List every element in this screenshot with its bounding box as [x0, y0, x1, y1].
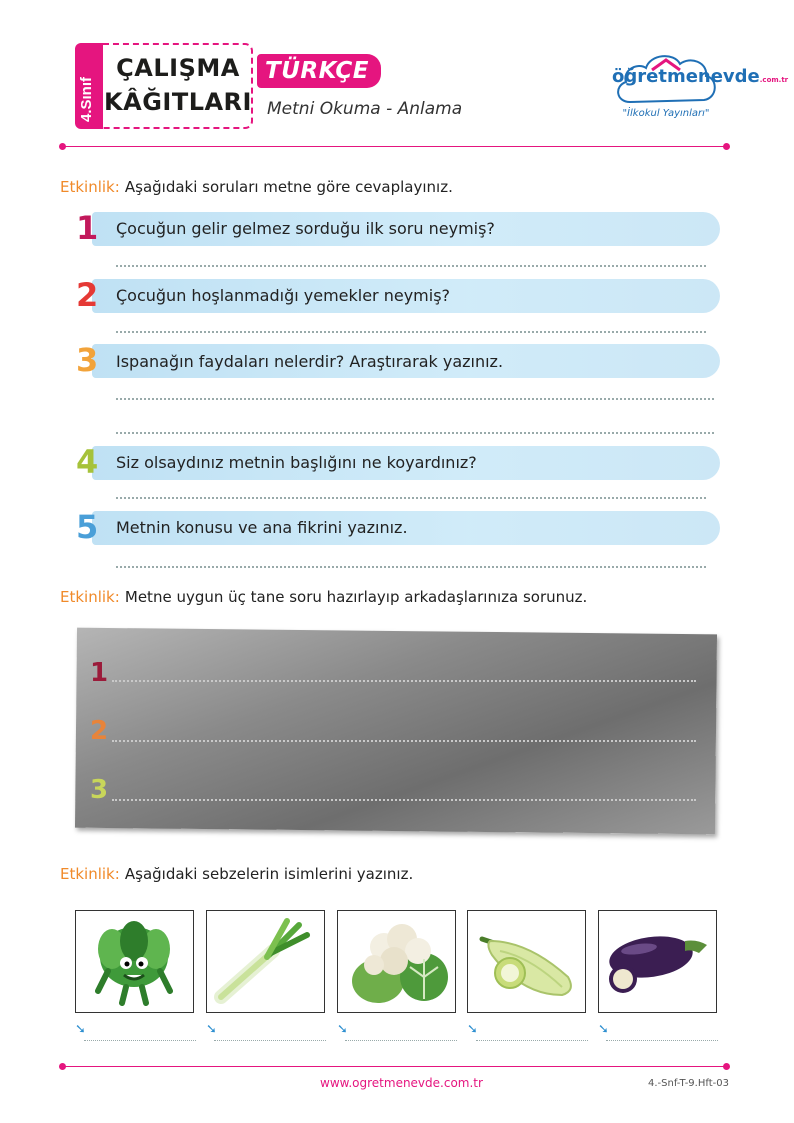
- board-answer-line[interactable]: [112, 680, 696, 682]
- board-item-number: 3: [90, 775, 109, 805]
- question-number-icon: 4: [76, 443, 99, 481]
- answer-line[interactable]: [116, 265, 706, 267]
- logo-brand: öğretmenevde.com.tr: [612, 66, 789, 87]
- vegetable-card-zucchini: [467, 910, 586, 1013]
- vegetable-answer-line[interactable]: [606, 1040, 718, 1041]
- subject-label: TÜRKÇE: [265, 58, 370, 84]
- question-number-icon: 1: [76, 209, 99, 247]
- footer-code: 4.-Snf-T-9.Hft-03: [648, 1078, 729, 1089]
- arrow-icon: ➘: [467, 1022, 478, 1037]
- eggplant-icon: [599, 911, 716, 1012]
- vegetable-card-leek: [206, 910, 325, 1013]
- grade-label: 4.Sınıf: [78, 76, 95, 122]
- activity-3-header: [60, 864, 413, 883]
- activity-instruction: Aşağıdaki soruları metne göre cevaplayınız.: [124, 178, 453, 196]
- arrow-icon: ➘: [337, 1022, 348, 1037]
- cauliflower-icon: [338, 911, 455, 1012]
- answer-line[interactable]: [116, 566, 706, 568]
- vegetable-card-cauliflower: [337, 910, 456, 1013]
- vegetable-answer-line[interactable]: [214, 1040, 326, 1041]
- activity-label: Etkinlik:: [60, 865, 120, 883]
- activity-label: Etkinlik:: [60, 588, 120, 606]
- divider-dot: [59, 1063, 66, 1070]
- vegetable-answer-line[interactable]: [476, 1040, 588, 1041]
- board-item-number: 1: [90, 658, 109, 688]
- board-answer-line[interactable]: [112, 799, 696, 801]
- arrow-icon: ➘: [206, 1022, 217, 1037]
- question-text: Siz olsaydınız metnin başlığını ne koyardınız?: [116, 453, 477, 472]
- activity-label: Etkinlik:: [60, 178, 120, 196]
- board-answer-line[interactable]: [112, 740, 696, 742]
- board-item-number: 2: [90, 716, 109, 746]
- arrow-icon: ➘: [75, 1022, 86, 1037]
- activity-instruction: Metne uygun üç tane soru hazırlayıp arkadaşlarınıza sorunuz.: [124, 588, 588, 606]
- question-number-icon: 5: [76, 508, 99, 546]
- footer-divider: [62, 1066, 726, 1067]
- question-text: Ispanağın faydaları nelerdir? Araştırarak yazınız.: [116, 352, 504, 371]
- divider-dot: [723, 143, 730, 150]
- question-text: Çocuğun gelir gelmez sorduğu ilk soru neymiş?: [116, 219, 495, 238]
- header-divider: [62, 146, 726, 147]
- vegetable-card-spinach: [75, 910, 194, 1013]
- activity-instruction: Aşağıdaki sebzelerin isimlerini yazınız.: [124, 865, 414, 883]
- question-number-icon: 3: [76, 341, 99, 379]
- logo-subtitle: "İlkokul Yayınları": [622, 108, 710, 119]
- answer-line[interactable]: [116, 497, 706, 499]
- answer-line[interactable]: [116, 432, 714, 434]
- activity-1-header: [60, 177, 453, 196]
- question-number-icon: 2: [76, 276, 99, 314]
- zucchini-icon: [468, 911, 585, 1012]
- question-board: [75, 628, 717, 835]
- divider-dot: [723, 1063, 730, 1070]
- vegetable-answer-line[interactable]: [345, 1040, 457, 1041]
- title-line-2: KÂĞITLARI: [104, 88, 252, 116]
- question-text: Metnin konusu ve ana fikrini yazınız.: [116, 518, 408, 537]
- footer-url[interactable]: www.ogretmenevde.com.tr: [320, 1076, 483, 1090]
- spinach-icon: [76, 911, 193, 1012]
- vegetable-card-eggplant: [598, 910, 717, 1013]
- leek-icon: [207, 911, 324, 1012]
- title-line-1: ÇALIŞMA: [116, 54, 240, 82]
- question-text: Çocuğun hoşlanmadığı yemekler neymiş?: [116, 286, 451, 305]
- answer-line[interactable]: [116, 398, 714, 400]
- arrow-icon: ➘: [598, 1022, 609, 1037]
- topic-label: Metni Okuma - Anlama: [267, 99, 463, 119]
- activity-2-header: [60, 587, 587, 606]
- answer-line[interactable]: [116, 331, 706, 333]
- divider-dot: [59, 143, 66, 150]
- vegetable-answer-line[interactable]: [84, 1040, 196, 1041]
